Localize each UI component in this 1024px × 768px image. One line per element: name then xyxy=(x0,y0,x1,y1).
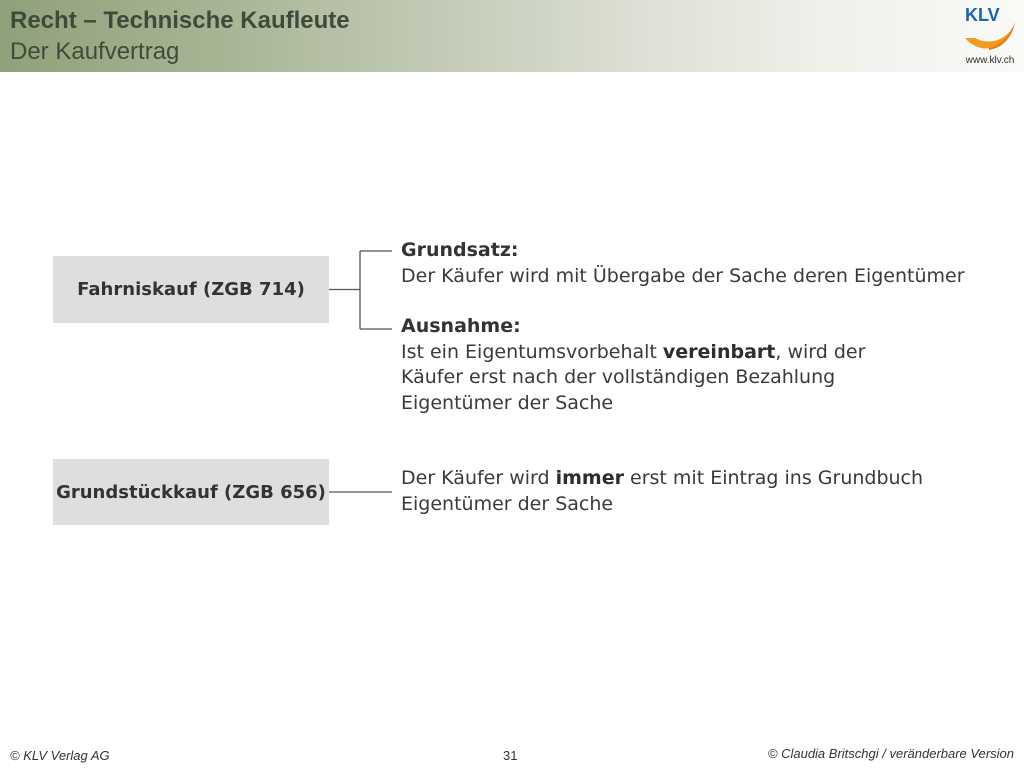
ausnahme-line-3: Eigentümer der Sache xyxy=(401,391,614,414)
page-number: 31 xyxy=(503,748,518,763)
grundsatz-text: Der Käufer wird mit Übergabe der Sache deren Eigentümer xyxy=(401,264,965,287)
grundstueckkauf-line-1-post: erst mit Eintrag ins Grundbuch xyxy=(623,467,924,489)
slide-title: Recht – Technische Kaufleute xyxy=(10,7,350,34)
grundstueckkauf-line-1 xyxy=(401,466,923,492)
ausnahme-line-1-post: , wird der xyxy=(775,340,866,363)
grundstueckkauf-label: Grundstückkauf (ZGB 656) xyxy=(56,481,326,503)
ausnahme-block xyxy=(401,314,865,416)
grundsatz-block xyxy=(401,238,965,289)
ausnahme-emphasis: vereinbart xyxy=(662,340,776,363)
footer-author: © Claudia Britschgi / veränderbare Version xyxy=(767,746,1014,761)
grundsatz-heading: Grundsatz: xyxy=(401,239,519,261)
grundstueckkauf-box xyxy=(53,459,329,525)
logo-wordmark: KLV xyxy=(965,5,1000,25)
fahrniskauf-label: Fahrniskauf (ZGB 714) xyxy=(77,279,305,300)
grundstueckkauf-emphasis: immer xyxy=(555,467,624,489)
footer-copyright: © KLV Verlag AG xyxy=(10,748,110,763)
klv-logo xyxy=(955,2,1021,70)
slide-subtitle: Der Kaufvertrag xyxy=(10,38,180,65)
ausnahme-heading: Ausnahme: xyxy=(401,315,521,337)
ausnahme-line-1 xyxy=(401,340,865,366)
klv-logo-icon xyxy=(959,4,1019,56)
ausnahme-line-1-pre: Ist ein Eigentumsvorbehalt xyxy=(401,340,663,363)
grundstueckkauf-line-1-pre: Der Käufer wird xyxy=(401,467,556,489)
grundstueckkauf-line-2: Eigentümer der Sache xyxy=(401,492,614,515)
grundstueckkauf-text-block xyxy=(401,466,923,517)
ausnahme-line-2: Käufer erst nach der vollständigen Bezahlung xyxy=(401,366,836,388)
fahrniskauf-box xyxy=(53,256,329,323)
logo-url: www.klv.ch xyxy=(965,55,1015,66)
